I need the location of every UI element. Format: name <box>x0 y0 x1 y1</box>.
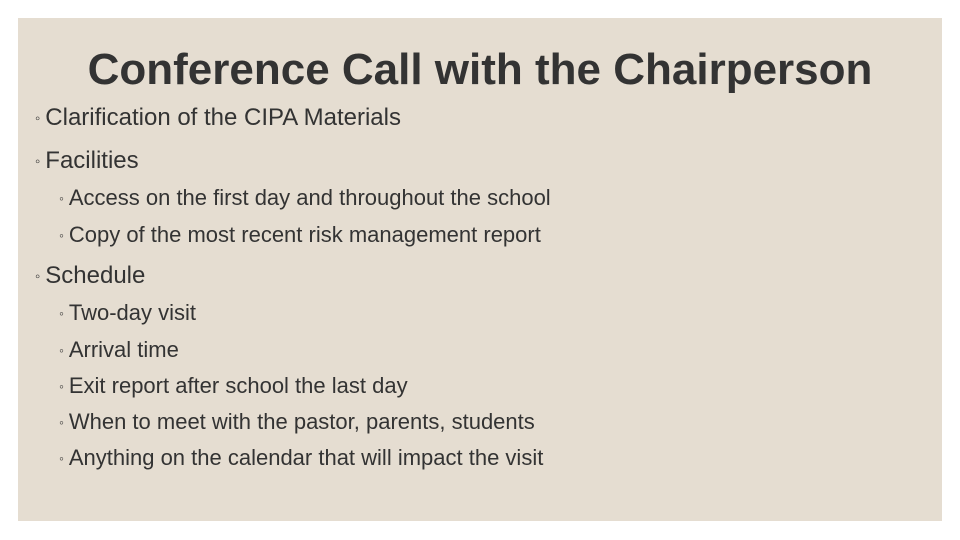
bullet-text: Copy of the most recent risk management report <box>68 222 541 247</box>
bullet-icon: ◦ <box>59 227 64 243</box>
sub-bullet-item-arrival-time <box>59 337 179 363</box>
bullet-text: Facilities <box>45 147 139 174</box>
bullet-item-schedule <box>35 262 145 290</box>
bullet-item-facilities <box>35 147 139 175</box>
sub-bullet-item-exit-report <box>59 373 408 399</box>
sub-bullet-item-two-day-visit <box>59 300 196 326</box>
bullet-text: Anything on the calendar that will impact the visit <box>68 445 544 470</box>
bullet-item-cipa-materials <box>35 104 401 132</box>
bullet-icon: ◦ <box>59 305 64 321</box>
slide <box>18 18 942 521</box>
bullet-text: Clarification of the CIPA Materials <box>45 104 401 131</box>
slide-title: Conference Call with the Chairperson <box>87 45 873 94</box>
sub-bullet-item-risk-report <box>59 222 541 248</box>
bullet-icon: ◦ <box>35 268 41 285</box>
sub-bullet-item-access <box>59 185 551 211</box>
bullet-text: When to meet with the pastor, parents, students <box>68 409 535 434</box>
bullet-icon: ◦ <box>59 342 64 358</box>
bullet-icon: ◦ <box>35 153 41 170</box>
bullet-text: Schedule <box>45 262 146 289</box>
bullet-icon: ◦ <box>35 110 41 127</box>
bullet-text: Access on the first day and throughout the school <box>68 185 551 210</box>
bullet-text: Exit report after school the last day <box>68 373 408 398</box>
bullet-icon: ◦ <box>59 414 64 430</box>
sub-bullet-item-meetings <box>59 409 535 435</box>
bullet-icon: ◦ <box>59 190 64 206</box>
bullet-text: Two-day visit <box>68 300 196 325</box>
sub-bullet-item-calendar <box>59 445 543 471</box>
bullet-icon: ◦ <box>59 378 64 394</box>
bullet-text: Arrival time <box>68 337 179 362</box>
bullet-icon: ◦ <box>59 450 64 466</box>
